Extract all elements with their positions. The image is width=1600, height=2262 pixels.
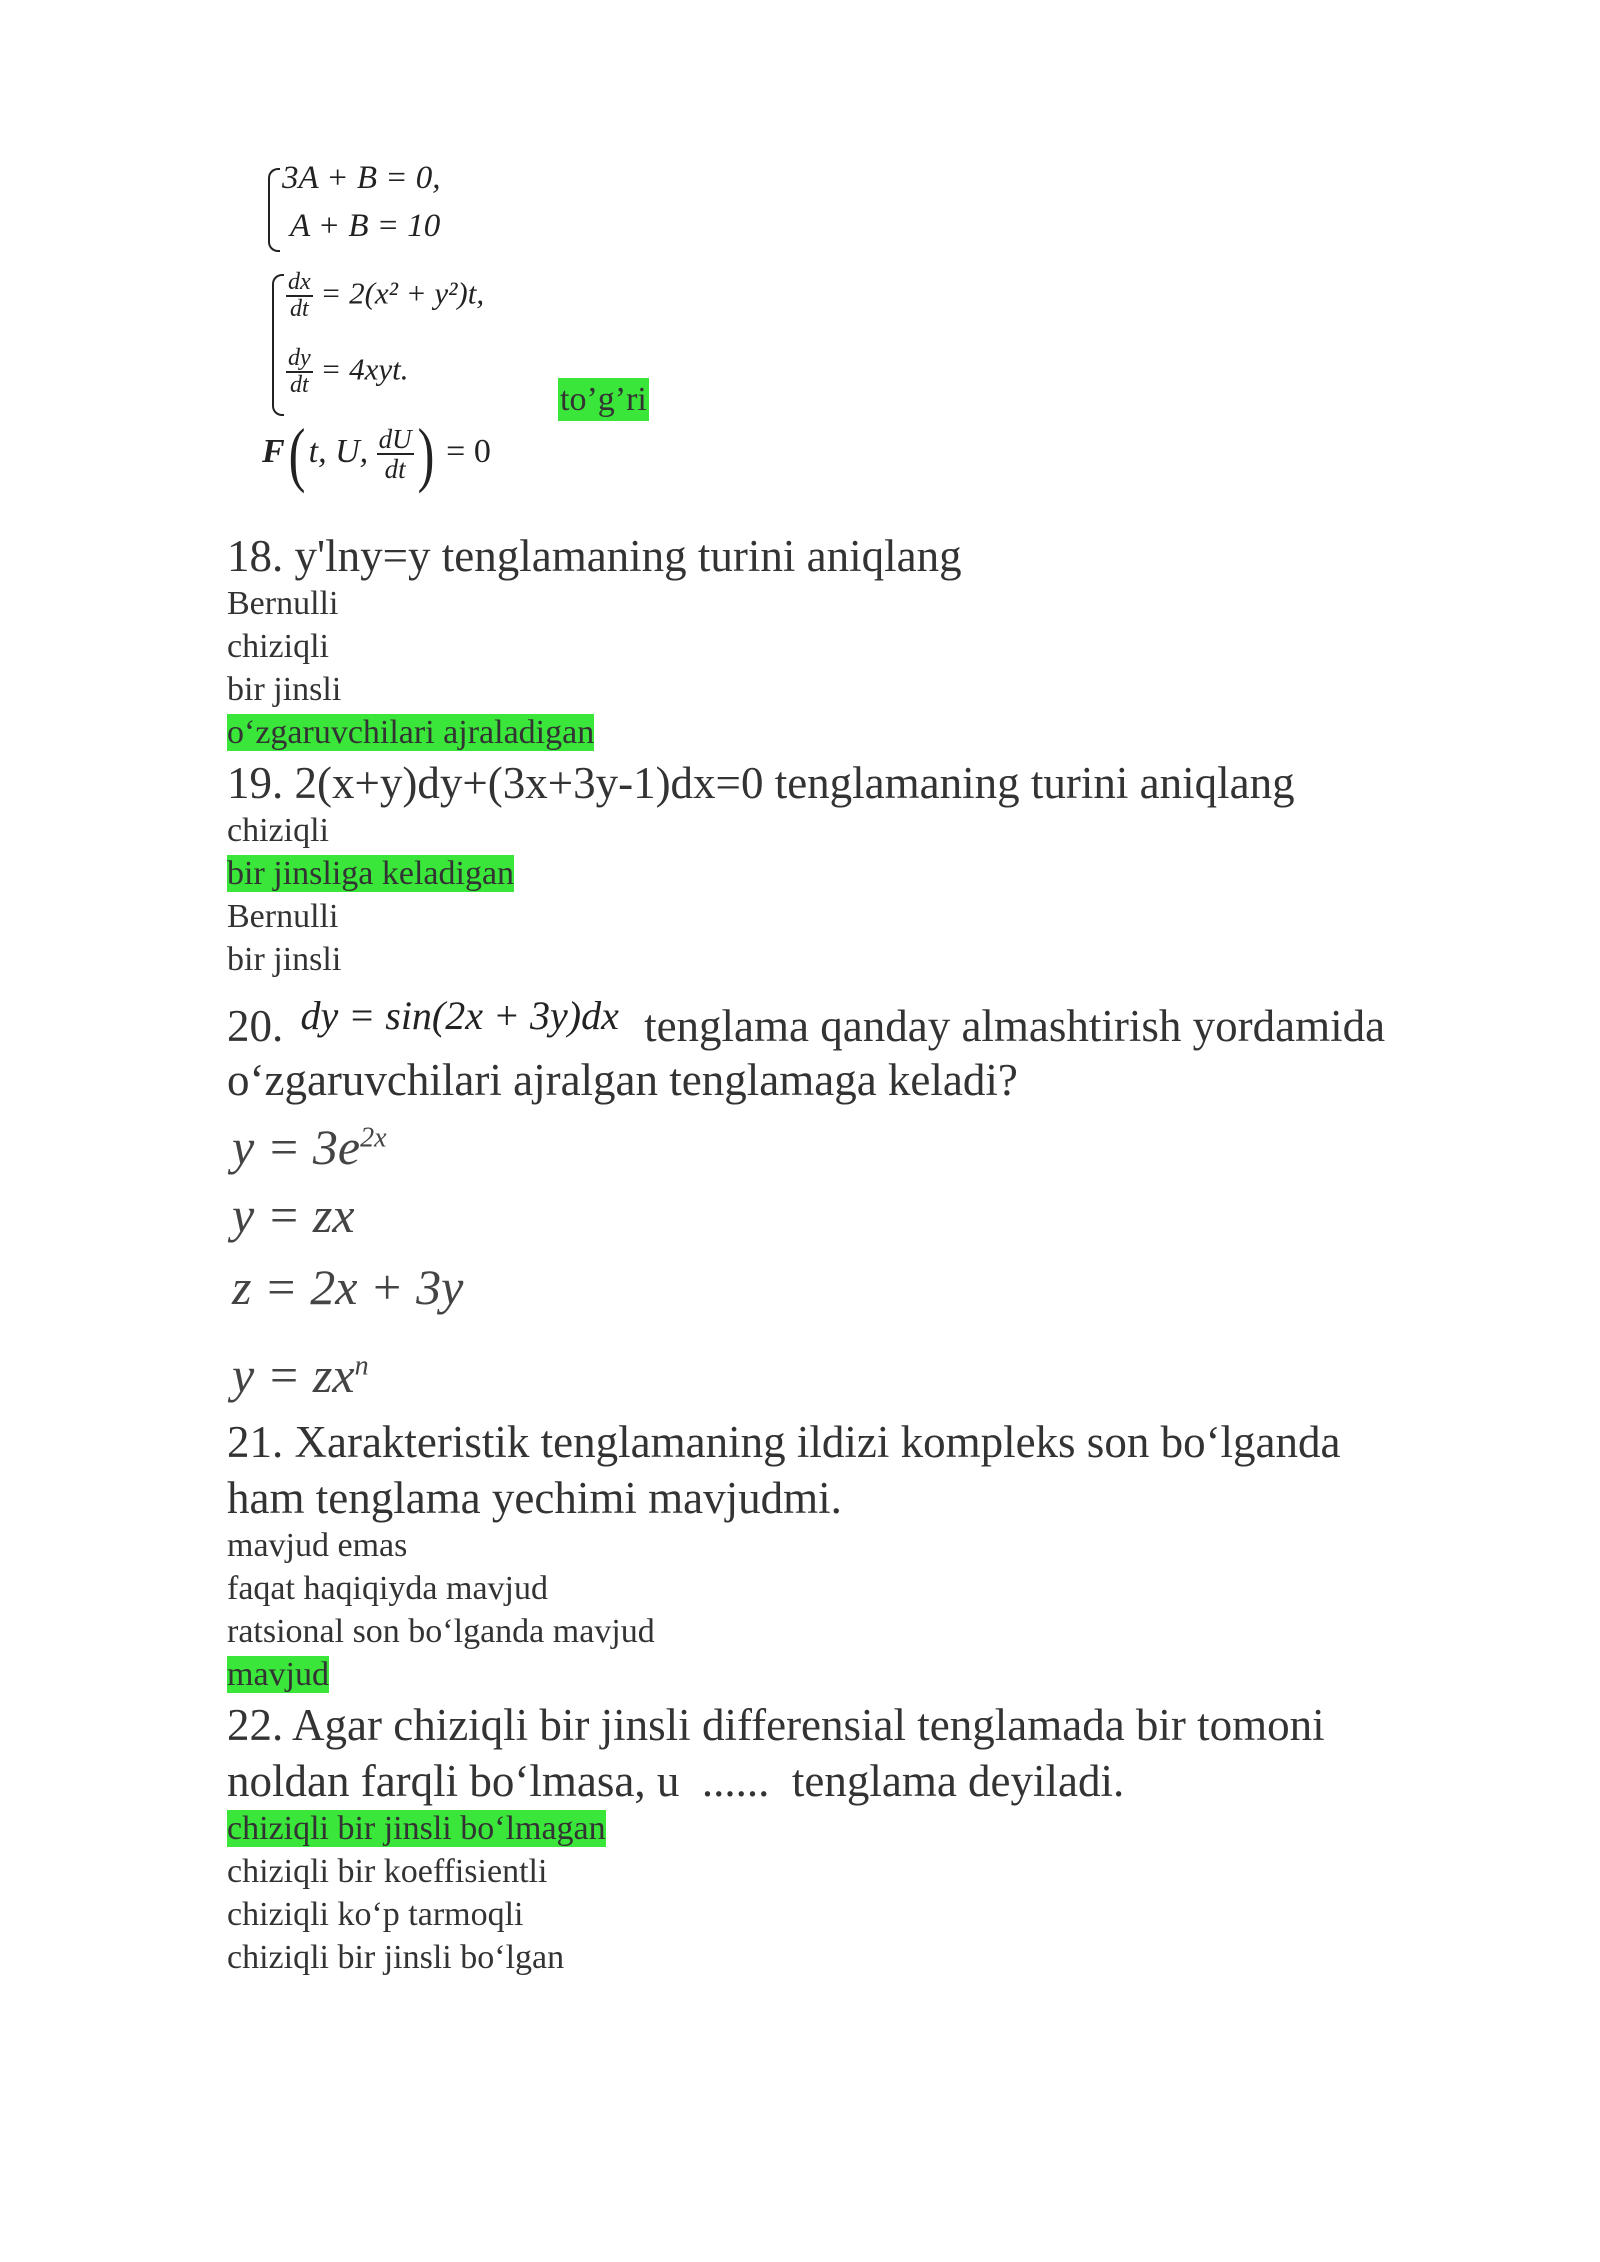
q19-option: bir jinsli <box>227 941 342 978</box>
q22-option: chiziqli bir jinsli bo‘lgan <box>227 1939 565 1976</box>
system2-line2: $\frac{dy}{dt}$ = 4xyt. <box>288 345 409 399</box>
q20-option-1: $y = 3e^{2x}$ <box>232 1119 387 1175</box>
system2-line1: $\frac{dx}{dt}$ = 2(x² + y²)t, <box>288 269 485 323</box>
question-22-title-line2: noldan farqli bo‘lmasa, u ...... tenglama deyiladi. <box>227 1756 1125 1806</box>
dy-dt-fraction: $\frac{dy}{dt}$ <box>288 345 311 399</box>
question-21 <box>227 1414 1341 1696</box>
question-22 <box>227 1697 1325 1979</box>
question-18 <box>227 528 962 754</box>
system1-line1: 3A + B = 0, <box>282 160 441 196</box>
q21-option: mavjud emas <box>227 1527 408 1564</box>
question-21-title-line1: 21. Xarakteristik tenglamaning ildizi kompleks son bo‘lganda <box>227 1417 1341 1467</box>
system1-brace <box>268 168 280 252</box>
q22-option: chiziqli ko‘p tarmoqli <box>227 1896 524 1933</box>
question-18-title: 18. y'lny=y tenglamaning turini aniqlang <box>227 531 962 581</box>
q20-equation: dy = sin(2x + 3y)dx <box>300 993 619 1038</box>
q21-option-correct: mavjud <box>227 1656 329 1693</box>
correct-tag: to’g’ri <box>558 378 649 421</box>
question-20-line2: o‘zgaruvchilari ajralgan tenglamaga keladi? <box>227 1055 1018 1105</box>
q20-option-2: y = zx <box>232 1187 355 1243</box>
q19-option: chiziqli <box>227 812 329 849</box>
question-20-line1: 20. dy = sin(2x + 3y)dx tenglama qanday almashtirish yordamida <box>227 993 1386 1051</box>
q21-option: faqat haqiqiyda mavjud <box>227 1570 549 1607</box>
q22-option: chiziqli bir koeffisientli <box>227 1853 548 1890</box>
q22-option-correct: chiziqli bir jinsli bo‘lmagan <box>227 1810 606 1847</box>
question-22-title-line1: 22. Agar chiziqli bir jinsli differensial tenglamada bir tomoni <box>227 1700 1325 1750</box>
q19-option-correct: bir jinsliga keladigan <box>227 855 515 892</box>
question-21-title-line2: ham tenglama yechimi mavjudmi. <box>227 1473 842 1523</box>
implicit-equation: F( t, U, $\frac{dU}{dt}$ ) = 0 <box>262 414 491 494</box>
q20-option-4: $y = zx^n$ <box>232 1347 369 1403</box>
system1-line2: A + B = 10 <box>290 208 441 244</box>
question-19-title: 19. 2(x+y)dy+(3x+3y-1)dx=0 tenglamaning turini aniqlang <box>227 758 1295 808</box>
q18-option: bir jinsli <box>227 671 342 708</box>
dx-dt-fraction: $\frac{dx}{dt}$ <box>288 269 311 323</box>
q18-option-correct: o‘zgaruvchilari ajraladigan <box>227 714 595 751</box>
system2-brace <box>272 274 284 416</box>
q18-option: Bernulli <box>227 585 339 622</box>
q20-option-3: z = 2x + 3y <box>232 1259 464 1315</box>
q18-option: chiziqli <box>227 628 329 665</box>
question-19 <box>227 755 1295 981</box>
du-dt-fraction: $\frac{dU}{dt}$ <box>378 423 412 484</box>
q19-option: Bernulli <box>227 898 339 935</box>
q21-option: ratsional son bo‘lganda mavjud <box>227 1613 655 1650</box>
